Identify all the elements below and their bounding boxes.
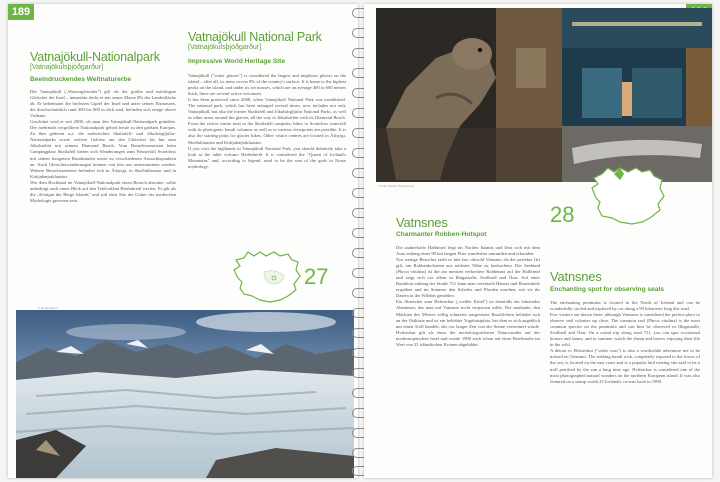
location-number: 27	[304, 264, 329, 289]
body-text-en	[188, 73, 346, 251]
tagline-de: Beeindruckendes Weltnaturerbe	[30, 76, 132, 83]
paragraph: Der Vatnajökull („Wassergletscher") gilt als der größte und mächtigste Gletscher der Insel – immerhin deckt er mit seiner Masse 8% der Landesfläche ab. Er beheimatet die höchsten Gipfel der Insel und unter seinen Eismassen, die durchschnittlich rund 400 bis 600 m dick sind, befinden sich einige aktive Vulkane.	[30, 89, 176, 119]
page-number-badge: 189	[8, 4, 34, 20]
heading-de: Vatnsnes	[396, 215, 448, 230]
tagline-en: Enchanting spot for observing seals	[550, 286, 664, 293]
photo-credit: © Rudolf Ernst	[38, 306, 58, 310]
paragraph: Nur wenige Besucher zieht es hier her, obwohl Vatnsnes als der perfekte Ort gilt, um Robbenkolonien aus nächster Nähe zu beobachten. Der Seehund (Phoca vitulina) ist die am meisten verbreitete Robbenart auf der Halbinsel und zeigt sich vor allem in Illugastaðir, Svalbarð und Ósar. Auf einer Rundtour entlang der Straße 711 kann man vereinzelt Häuser und Bauernhöfe erspähen und im Sommer den Schafen und Pferden zusehen, wie sie ihr Dasein in der Wildnis genießen.	[396, 257, 540, 299]
heading-en: Vatnajökull National Park	[188, 30, 322, 44]
heading-de: Vatnajökull-Nationalpark	[30, 50, 160, 64]
location-number: 28	[550, 202, 575, 227]
paragraph: Vatnajökull ("water glacier") is considered the largest and mightiest glacier on the island – after all, its mass covers 8% of the country's surface. It is home to the highest peaks on the island, and under its ice masses, which are on average 400 to 600 metres thick, there are several active volcanoes.	[188, 73, 346, 97]
paragraph: If you visit the highlands in Vatnajökull National Park, you should definitely take a look at the table volcano Herðubreið. It is considered the "Queen of Iceland's Mountains" and, according to legend, used to be the seat of the gods in Norse mythology.	[188, 145, 346, 169]
iceland-map-icon	[588, 164, 668, 230]
paragraph: The enchanting peninsula is located in the North of Iceland and can be wonderfully circled and explored by car along a 90 kilometre long dirt road.	[550, 300, 700, 312]
tagline-en: Impressive World Heritage Site	[188, 58, 285, 65]
paragraph: It has been protected since 2008, when Vatnajökull National Park was established. The national park, which has been enlarged several times, now includes not only Vatnajökull, but also the former Skaftafell and Jökulsárgljúfur National Parks, as well as other areas around the glacier, all the way to Jökulsárlón with its Diamond Beach. From the visitor centre next to the Skaftafell campsite, hikes to Svartifoss waterfall with its photogenic basalt columns as well as to various viewpoints are possible. It is also the starting point for glacier hikes. Other visitor centres are located in Ásbyrgi, Skriðuklaustur and Kirkjubæjarklaustur.	[188, 97, 346, 145]
museum-interior-photo	[562, 8, 712, 182]
left-page	[8, 4, 358, 478]
seal-exhibit-photo	[376, 8, 562, 182]
paragraph: Wer dem Hochland im Vatnajökull-Nationalpark einen Besuch abstattet, sollte unbedingt auch einen Blick auf den Tafelvulkan Herðubreið werfen. Er gilt als die „Königin der Berge Islands" und soll einst Sitz der Götter der nordischen Mythologie gewesen sein.	[30, 179, 176, 203]
glacier-photo	[16, 310, 354, 478]
paragraph: Ein Abstecher zum Hvítserkur („weißer Kittel") ist ebenfalls ein lohnendes Abenteuer, das man auf Vatnsnes nicht verpassen sollte. Der markante, den Mächten des Meeres völlig schutzlos ausgesetzte Basaltfelsen befindet sich an der Ostküste und ist ein beliebter Vogelnistplatz, bei dem es sich angeblich um einen Troll handelt, der vor langer Zeit von der Sonne versteinert wurde. Hvítserkur gilt als eines der meistfotografierten Naturwunder auf der nordeuropäischen Insel und wurde 1990 auch schon auf einer Briefmarke im Wert von 25 isländischen Kronen abgebildet.	[396, 299, 540, 347]
heading-en: Vatnsnes	[550, 269, 602, 284]
paragraph: Geschützt wird er seit 2008, als man den Vatnajökull-Nationalpark gründete. Der mehrmals vergrößerte Nationalpark gehört heute zu den größten Europas. Zu ihm gehören u.a. die malerischen Skaftafell- und Jökulsárgljúfur-Nationalparks sowie weitere Gebiete um den Gletscher bis hin zum Jökulsárlón mit seinem Diamond Beach. Vom Besucherzentrum beim Campingplatz Skaftafell bieten sich Wanderungen zum Wasserfall Svartifoss mit seinen fotogenen Basaltsäulen sowie zu verschiedenen Aussichtspunkten an. Auch Gletscherwanderungen können von hier aus unternommen werden. Weitere Besucherzentren befinden sich in Ásbyrgi, in Skriðuklaustur und in Kirkjubæjarklaustur.	[30, 119, 176, 179]
paragraph: A detour to Hvítserkur ("white coat") is also a worthwhile adventure not to be missed on Vatnsnes. The striking basalt rock, completely exposed to the forces of the sea, is located on the east coast and is a popular bird nesting site said to be a troll petrified by the sun a long time ago. Hvítserkur is considered one of the most photographed natural wonders on the northern European island. It was also featured on a stamp worth 25 Icelandic crowns back in 1990.	[550, 348, 700, 384]
subheading-en: [Vatnajökulsþjóðgarður]	[188, 44, 262, 51]
body-text-en	[550, 300, 700, 472]
photo-credit: © Fritz Stoiber Productions	[378, 184, 414, 188]
paragraph: Die zauberhafte Halbinsel liegt im Norden Islands und lässt sich mit dem Auto entlang einer 90 km langen Piste wunderbar umrunden und erkunden.	[396, 245, 540, 257]
right-page	[364, 4, 712, 478]
tagline-de: Charmanter Robben-Hotspot	[396, 231, 487, 238]
iceland-map-icon	[230, 248, 304, 308]
body-text-de	[396, 245, 540, 453]
paragraph: Few visitors are drawn there, although Vatnsnes is considered the perfect place to observe seal colonies up close. The common seal (Phoca vitulina) is the most common species on the peninsula and can best be observed in Illugastaðir, Svalbarð and Ósar. On a round trip along road 711, you can spot occasional houses and farms, and in summer watch the sheep and horses enjoying their life in the wild.	[550, 312, 700, 348]
subheading-de: [Vatnajökulsþjóðgarður]	[30, 64, 104, 71]
body-text-de	[30, 89, 176, 275]
